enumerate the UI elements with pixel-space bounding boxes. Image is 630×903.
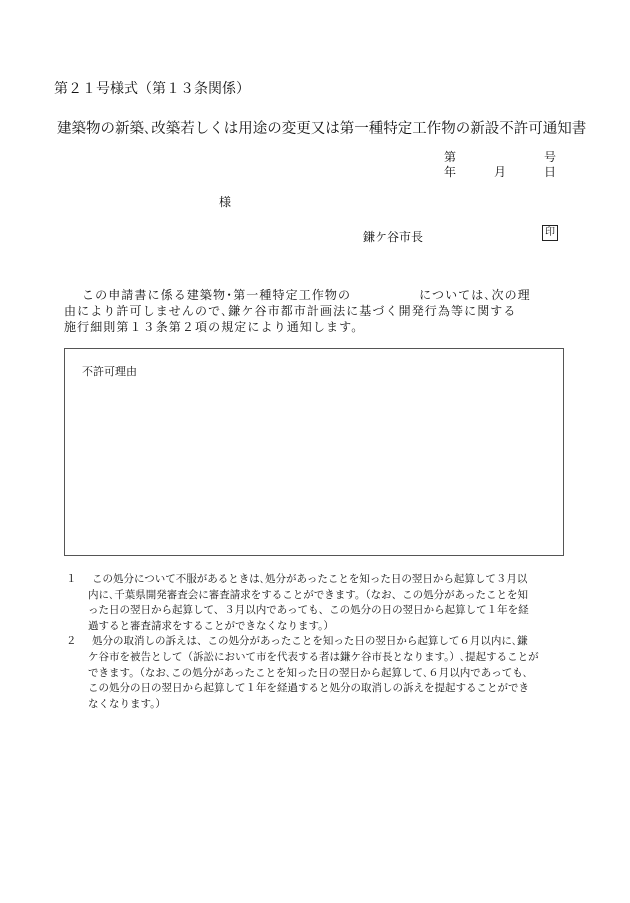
note-line: なくなります。） <box>88 697 166 710</box>
note-number: ２ <box>66 635 77 648</box>
date-year: 年 <box>444 165 457 179</box>
form-label: 第２１号様式（第１３条関係） <box>54 81 250 97</box>
number-prefix: 第 <box>444 150 457 164</box>
note-line: 処分の取消しの訴えは、この処分があったことを知った日の翌日から起算して６月以内に､鎌 <box>92 635 528 648</box>
document-title: 建築物の新築､改築若しくは用途の変更又は第一種特定工作物の新設不許可通知書 <box>57 121 587 137</box>
note-line: 内に､千葉県開発審査会に審査請求をすることができます。（なお、この処分があったことを知 <box>88 588 529 601</box>
note-line: できます。（なお､この処分があったことを知った日の翌日から起算して､６月以内であっても､ <box>88 666 528 679</box>
date-month: 月 <box>493 165 506 179</box>
note-line: った日の翌日から起算して、３月以内であっても、この処分の日の翌日から起算して１年を経 <box>88 604 529 617</box>
seal-mark: 印 <box>542 225 558 241</box>
body-line-3: 施行細則第１３条第２項の規定により通知します。 <box>64 320 365 334</box>
notes-list <box>66 572 566 712</box>
note-line: 過すると審査請求をすることができなくなります。） <box>88 619 334 632</box>
note-line: ケ谷市を被告として（訴訟において市を代表する者は鎌ケ谷市長となります。）､提起することが <box>88 650 539 663</box>
body-line-1a: この申請書に係る建築物･第一種特定工作物の <box>82 288 352 302</box>
date-day: 日 <box>543 165 556 179</box>
note-number: １ <box>66 573 77 585</box>
body-paragraph <box>64 287 564 335</box>
note-line: この処分の日の翌日から起算して１年を経過すると処分の取消しの訴えを提起することができ <box>88 682 529 695</box>
body-line-2: 由により許可しませんので､鎌ケ谷市都市計画法に基づく開発行為等に関する <box>64 304 517 318</box>
addressee-honorific: 様 <box>219 195 232 209</box>
body-line-1 <box>64 287 564 303</box>
note-line: この処分について不服があるときは､処分があったことを知った日の翌日から起算して３月以 <box>92 573 528 585</box>
sender-title: 鎌ケ谷市長 <box>363 230 424 244</box>
note-item <box>66 572 566 634</box>
refusal-reason-label: 不許可理由 <box>82 365 137 378</box>
number-suffix: 号 <box>543 150 556 164</box>
note-item <box>66 634 566 712</box>
body-line-1b: については､次の理 <box>419 288 531 302</box>
refusal-reason-box <box>64 348 564 556</box>
document-date <box>444 163 556 180</box>
